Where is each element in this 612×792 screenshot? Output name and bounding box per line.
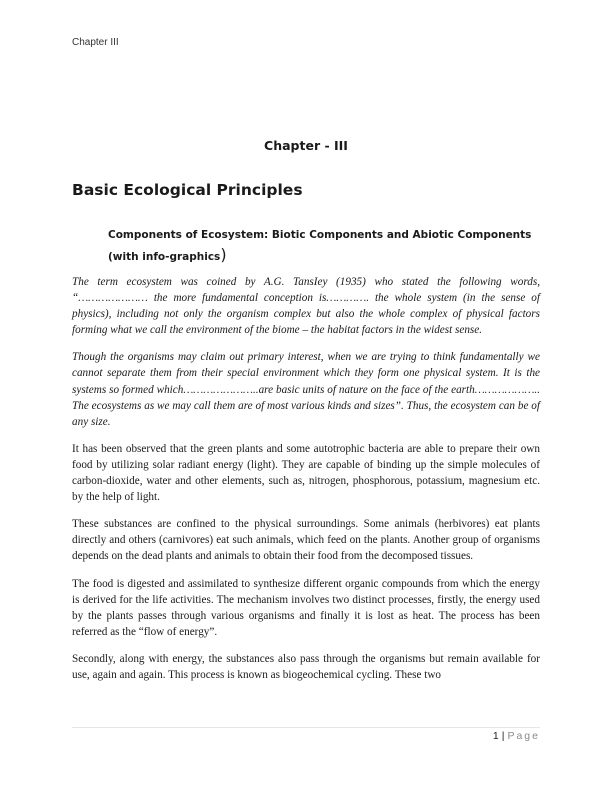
sub-heading-close-paren: ): [220, 245, 227, 264]
paragraph-3: It has been observed that the green plants and some autotrophic bacteria are able to prepare their own food by utilizing solar radiant energy (light). They are capable of binding up the simple molecules of carbon-dioxide, water and other elements, such as, nitrogen, phosphorous, potassium, magnesium etc. by the help of light.: [72, 442, 540, 504]
paragraph-6: Secondly, along with energy, the substances also pass through the organisms but remain available for use, again and again. This process is known as biogeochemical cycling. These two: [72, 652, 540, 681]
page-number: 1: [492, 730, 499, 742]
page-footer: [493, 730, 540, 742]
page-label: Page: [507, 730, 540, 742]
paragraph-4: These substances are confined to the physical surroundings. Some animals (herbivores) eat plants directly and others (carnivores) eat such animals, which feed on the plants. Another group of organisms depends on the dead plants and animals to obtain their food from the decomposed tissues.: [72, 518, 540, 563]
paragraph-5: The food is digested and assimilated to synthesize different organic compounds from which the energy is derived for the life activities. The mechanism involves two distinct processes, firstly, the energy used by the plants passes through various organisms and finally it is lost as heat. The process has been referred as the “flow of energy”.: [72, 577, 540, 638]
sub-heading: [108, 226, 538, 267]
footer-divider: [72, 727, 540, 728]
footer-separator: |: [501, 730, 505, 742]
running-header: Chapter III: [72, 37, 119, 48]
sub-heading-text: Components of Ecosystem: Biotic Components and Abiotic Components (with info-graphics: [108, 229, 532, 263]
chapter-heading: Chapter - III: [264, 138, 348, 153]
paragraph-quote-2: Though the organisms may claim out primary interest, when we are trying to think fundamentally we cannot separate them from their special environment which they form one physical system. It is the systems so formed which…………………..are basic units of nature on the face of the earth……………….. The ecosystems as we may call them are of most various kinds and sizes”. Thus, the ecosystem can be of any size.: [72, 351, 540, 428]
section-heading: Basic Ecological Principles: [72, 181, 303, 199]
document-body: [72, 274, 540, 694]
paragraph-quote-1: The term ecosystem was coined by A.G. TansIey (1935) who stated the following words, “………………… the more fundamental conception is…………. the whole system (in the sense of physics), including not only the organism complex but also the whole complex of physical factors forming what we call the environment of the biome – the habitat factors in the widest sense.: [72, 276, 540, 337]
